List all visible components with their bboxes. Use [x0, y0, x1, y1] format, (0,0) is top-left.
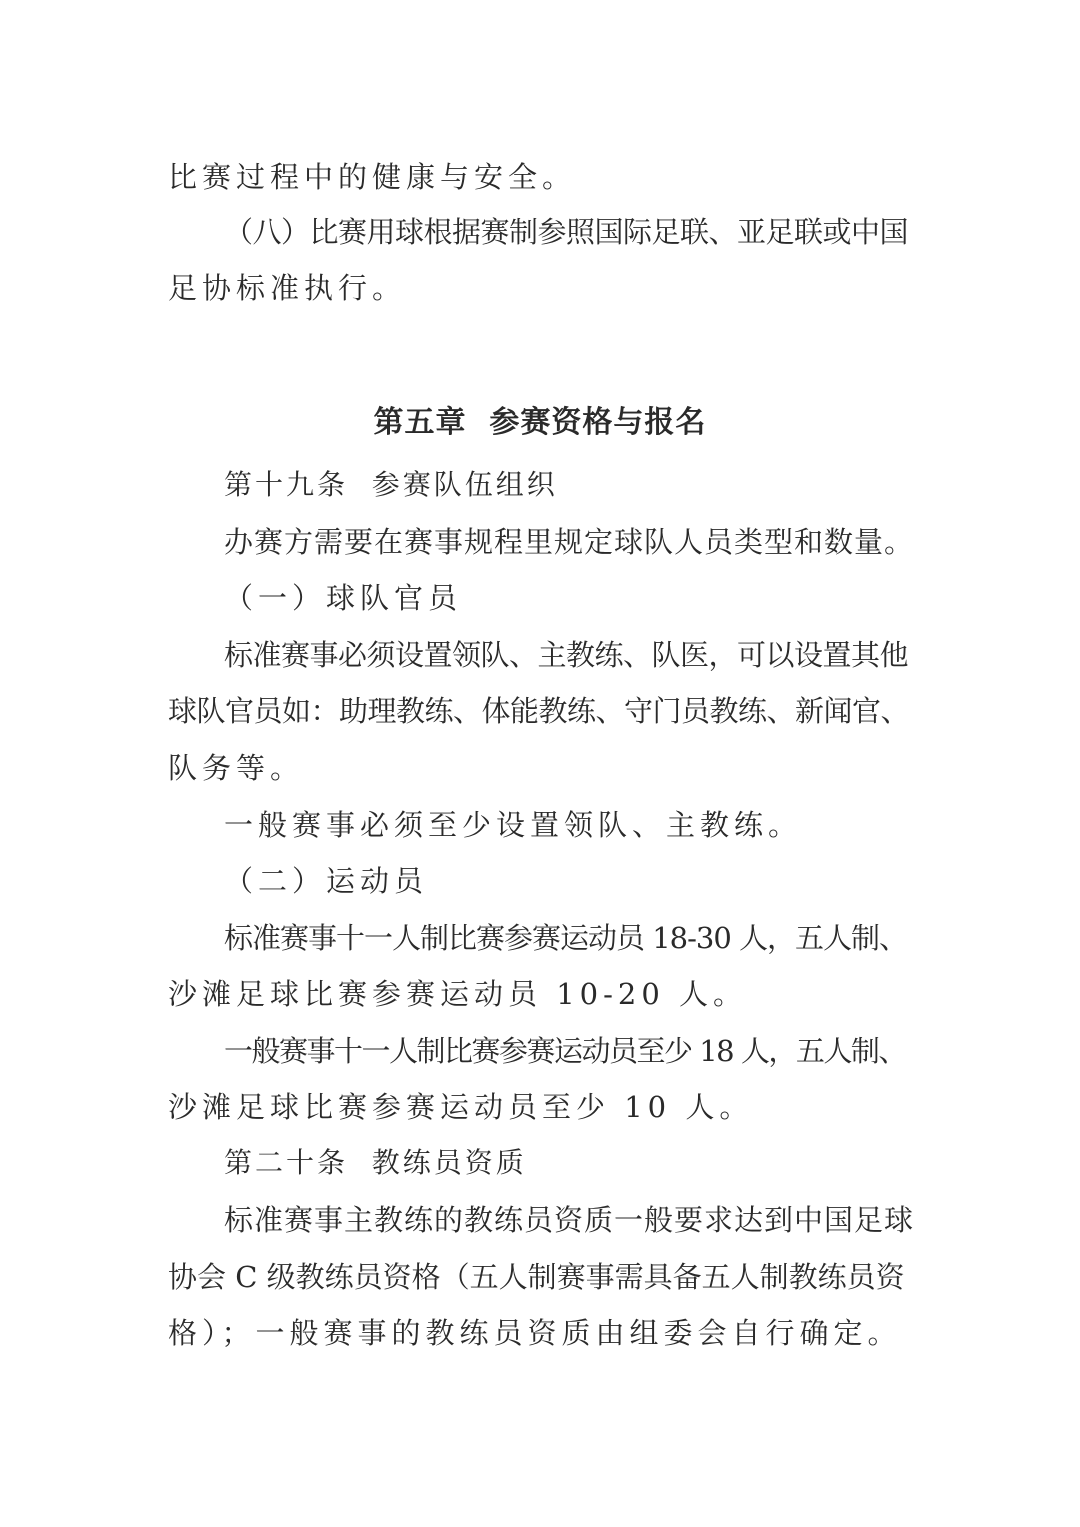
paragraph-line: 一般赛事十一人制比赛参赛运动员至少 18 人，五人制、	[224, 1034, 906, 1068]
paragraph-line: （二）运动员	[224, 864, 429, 898]
paragraph-line: 办赛方需要在赛事规程里规定球队人员类型和数量。	[224, 525, 915, 559]
paragraph-line: 球队官员如：助理教练、体能教练、守门员教练、新闻官、	[168, 694, 910, 728]
paragraph-line: （八）比赛用球根据赛制参照国际足联、亚足联或中国	[224, 215, 909, 249]
paragraph-line: 标准赛事主教练的教练员资质一般要求达到中国足球	[224, 1203, 915, 1237]
paragraph-line: 足协标准执行。	[168, 271, 407, 305]
paragraph-line: 沙滩足球比赛参赛运动员至少 10 人。	[168, 1090, 754, 1124]
chapter-heading: 第五章 参赛资格与报名	[373, 405, 707, 440]
paragraph-line: 标准赛事必须设置领队、主教练、队医，可以设置其他	[224, 638, 909, 672]
article-heading: 第二十条 教练员资质	[224, 1146, 527, 1179]
paragraph-line: 比赛过程中的健康与安全。	[168, 160, 577, 194]
paragraph-line: 标准赛事十一人制比赛参赛运动员 18-30 人，五人制、	[224, 921, 908, 955]
article-heading: 第十九条 参赛队伍组织	[224, 468, 558, 501]
paragraph-line: 沙滩足球比赛参赛运动员 10-20 人。	[168, 977, 748, 1011]
paragraph-line: 协会 C 级教练员资格（五人制赛事需具备五人制教练员资	[168, 1260, 905, 1294]
paragraph-line: （一）球队官员	[224, 581, 463, 615]
paragraph-line: 一般赛事必须至少设置领队、主教练。	[224, 808, 803, 842]
paragraph-line: 格）；一般赛事的教练员资质由组委会自行确定。	[168, 1316, 902, 1350]
paragraph-line: 队务等。	[168, 751, 305, 785]
